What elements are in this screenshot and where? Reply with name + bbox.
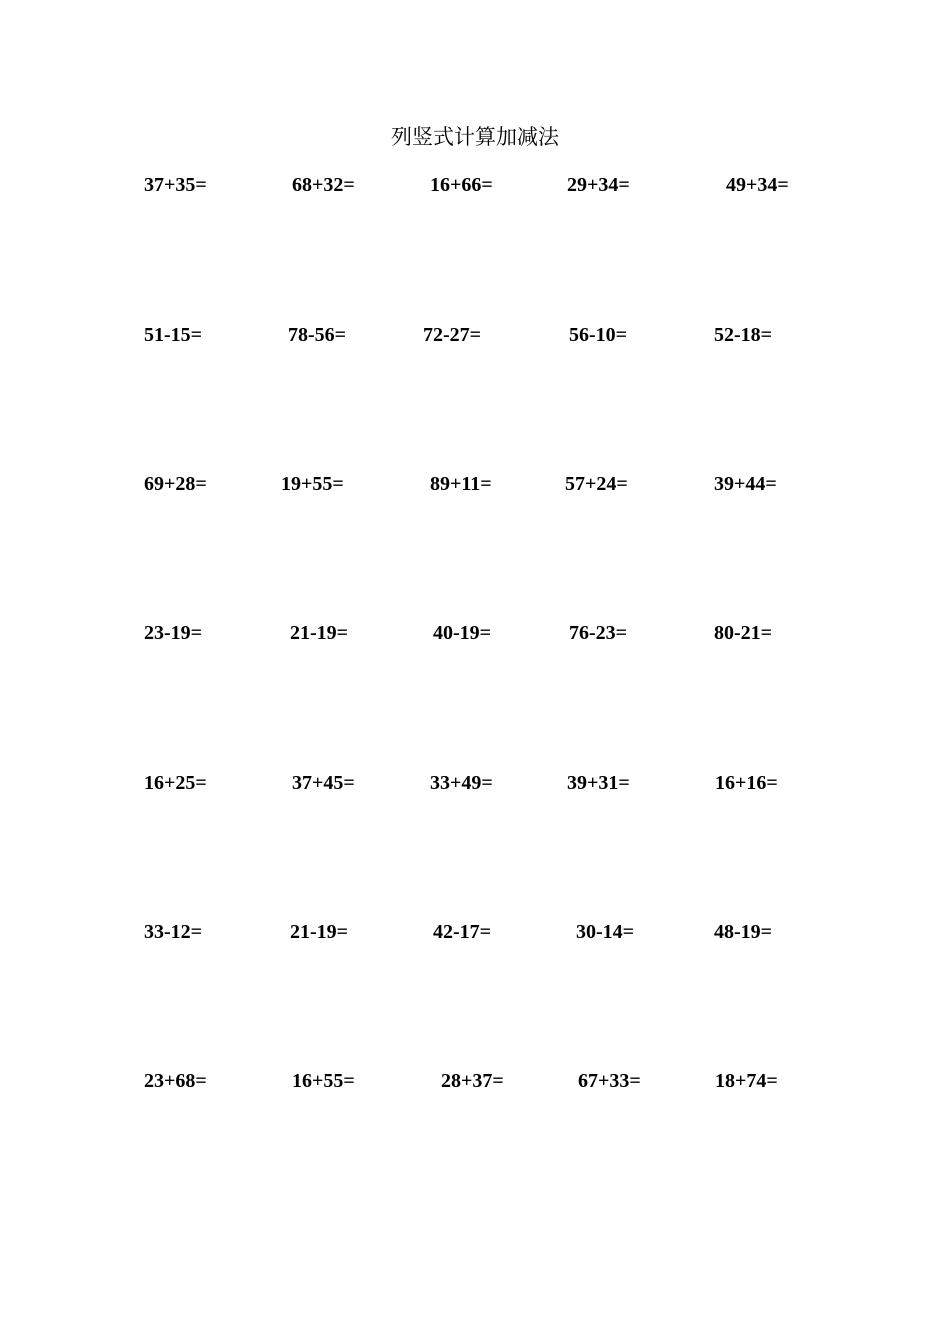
problem: 23+68=	[144, 1070, 207, 1092]
problem: 39+44=	[714, 473, 777, 495]
problem: 33+49=	[430, 772, 493, 794]
problem: 29+34=	[567, 174, 630, 196]
problem: 67+33=	[578, 1070, 641, 1092]
problem: 33-12=	[144, 921, 203, 943]
problem: 80-21=	[714, 622, 773, 644]
problem: 16+16=	[715, 772, 778, 794]
problem: 89+11=	[430, 473, 492, 495]
problem: 21-19=	[290, 622, 349, 644]
problem: 76-23=	[569, 622, 628, 644]
problem: 39+31=	[567, 772, 630, 794]
problem-row-6	[0, 921, 950, 951]
problem: 30-14=	[576, 921, 635, 943]
page-title: 列竖式计算加减法	[391, 125, 559, 149]
problem: 23-19=	[144, 622, 203, 644]
problem: 19+55=	[281, 473, 344, 495]
problem: 16+25=	[144, 772, 207, 794]
problem: 69+28=	[144, 473, 207, 495]
problem: 37+45=	[292, 772, 355, 794]
problem-row-3	[0, 473, 950, 503]
problem: 49+34=	[726, 174, 789, 196]
problem-row-4	[0, 622, 950, 652]
problem: 37+35=	[144, 174, 207, 196]
problem: 48-19=	[714, 921, 773, 943]
problem: 16+55=	[292, 1070, 355, 1092]
problem: 57+24=	[565, 473, 628, 495]
problem: 18+74=	[715, 1070, 778, 1092]
problem: 28+37=	[441, 1070, 504, 1092]
problem: 21-19=	[290, 921, 349, 943]
problem-row-5	[0, 772, 950, 802]
problem: 68+32=	[292, 174, 355, 196]
problem: 56-10=	[569, 324, 628, 346]
problem-row-1	[0, 174, 950, 204]
problem-row-2	[0, 324, 950, 354]
problem: 40-19=	[433, 622, 492, 644]
problem: 72-27=	[423, 324, 482, 346]
problem: 42-17=	[433, 921, 492, 943]
problem: 78-56=	[288, 324, 347, 346]
problem: 51-15=	[144, 324, 203, 346]
problem: 16+66=	[430, 174, 493, 196]
problem-row-7	[0, 1070, 950, 1100]
problem: 52-18=	[714, 324, 773, 346]
